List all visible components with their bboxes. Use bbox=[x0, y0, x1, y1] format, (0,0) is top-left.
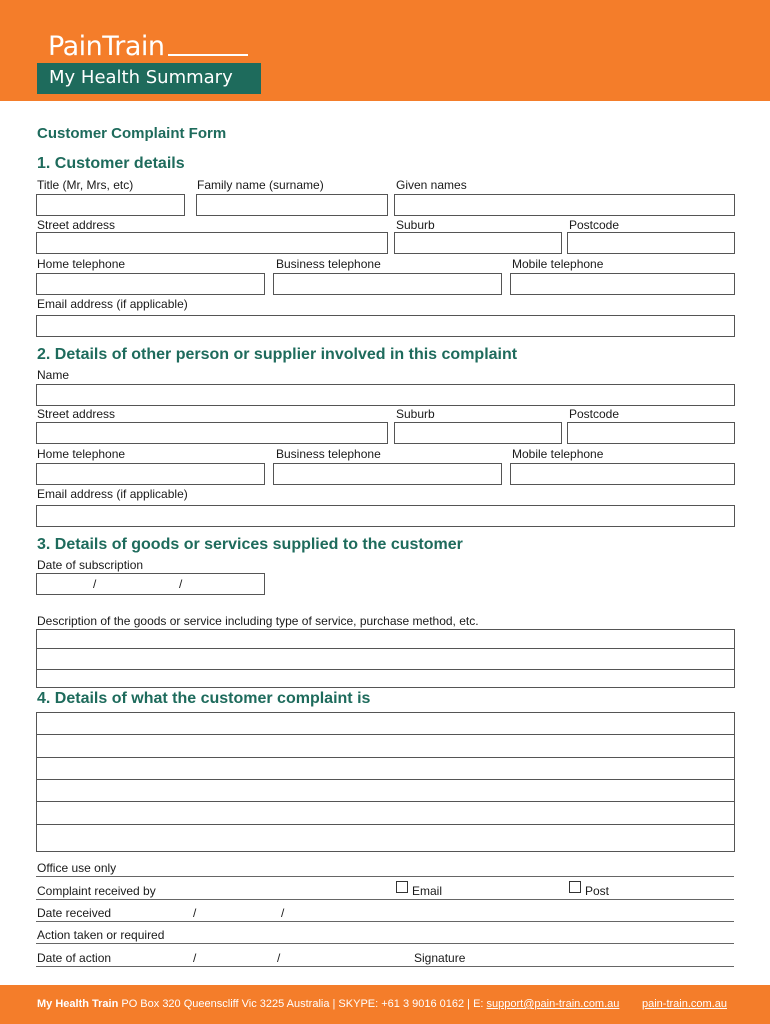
ruled-line bbox=[37, 757, 734, 758]
email-field[interactable] bbox=[36, 315, 735, 337]
received-by-label: Complaint received by bbox=[37, 884, 156, 898]
date-separator: / bbox=[193, 906, 197, 920]
ruled-line bbox=[37, 824, 734, 825]
ruled-line bbox=[37, 648, 734, 649]
mobile-telephone-field[interactable] bbox=[510, 273, 735, 295]
brand-logo: PainTrain bbox=[48, 31, 165, 62]
post-option-label: Post bbox=[585, 884, 610, 898]
divider bbox=[36, 921, 734, 922]
s2-email-label: Email address (if applicable) bbox=[37, 487, 188, 501]
divider bbox=[36, 899, 734, 900]
s2-postcode-label: Postcode bbox=[569, 407, 620, 421]
section3-heading: 3. Details of goods or services supplied to the customer bbox=[37, 536, 463, 553]
description-label: Description of the goods or service including type of service, purchase method, etc. bbox=[37, 614, 479, 628]
ruled-line bbox=[37, 669, 734, 670]
s2-business-telephone-label: Business telephone bbox=[276, 447, 381, 461]
date-separator: / bbox=[93, 577, 97, 591]
s2-email-field[interactable] bbox=[36, 505, 735, 527]
s2-suburb-label: Suburb bbox=[396, 407, 435, 421]
suburb-field[interactable] bbox=[394, 232, 562, 254]
complaint-details-field[interactable] bbox=[36, 712, 735, 852]
section1-heading: 1. Customer details bbox=[37, 155, 185, 172]
s2-street-label: Street address bbox=[37, 407, 116, 421]
description-field[interactable] bbox=[36, 629, 735, 688]
form-title: Customer Complaint Form bbox=[37, 125, 227, 142]
s2-mobile-telephone-field[interactable] bbox=[510, 463, 735, 485]
action-label: Action taken or required bbox=[37, 928, 165, 942]
given-names-label: Given names bbox=[396, 178, 467, 192]
street-field[interactable] bbox=[36, 232, 388, 254]
divider bbox=[36, 876, 734, 877]
postcode-field[interactable] bbox=[567, 232, 735, 254]
footer-org: My Health Train bbox=[37, 998, 119, 1010]
divider bbox=[36, 966, 734, 967]
email-label: Email address (if applicable) bbox=[37, 297, 188, 311]
s2-name-label: Name bbox=[37, 368, 70, 382]
s2-suburb-field[interactable] bbox=[394, 422, 562, 444]
s2-home-telephone-label: Home telephone bbox=[37, 447, 126, 461]
footer-email-link[interactable]: support@pain-train.com.au bbox=[486, 998, 620, 1010]
post-checkbox[interactable] bbox=[569, 881, 581, 893]
footer-banner bbox=[0, 985, 770, 1024]
office-use-heading: Office use only bbox=[37, 861, 117, 875]
given-names-field[interactable] bbox=[394, 194, 735, 216]
date-separator: / bbox=[277, 951, 281, 965]
s2-mobile-telephone-label: Mobile telephone bbox=[512, 447, 604, 461]
home-telephone-field[interactable] bbox=[36, 273, 265, 295]
family-name-field[interactable] bbox=[196, 194, 388, 216]
home-telephone-label: Home telephone bbox=[37, 257, 126, 271]
suburb-label: Suburb bbox=[396, 218, 435, 232]
subscription-date-field[interactable] bbox=[36, 573, 265, 595]
date-separator: / bbox=[193, 951, 197, 965]
s2-postcode-field[interactable] bbox=[567, 422, 735, 444]
postcode-label: Postcode bbox=[569, 218, 620, 232]
subtitle-text: My Health Summary bbox=[49, 67, 233, 88]
ruled-line bbox=[37, 734, 734, 735]
s2-business-telephone-field[interactable] bbox=[273, 463, 502, 485]
title-label: Title (Mr, Mrs, etc) bbox=[37, 178, 134, 192]
email-option-label: Email bbox=[412, 884, 443, 898]
business-telephone-field[interactable] bbox=[273, 273, 502, 295]
family-name-label: Family name (surname) bbox=[197, 178, 324, 192]
date-received-label: Date received bbox=[37, 906, 112, 920]
signature-label: Signature bbox=[414, 951, 466, 965]
date-separator: / bbox=[179, 577, 183, 591]
brand-underline bbox=[168, 54, 248, 56]
subscription-date-label: Date of subscription bbox=[37, 558, 144, 572]
s2-name-field[interactable] bbox=[36, 384, 735, 406]
email-checkbox[interactable] bbox=[396, 881, 408, 893]
ruled-line bbox=[37, 779, 734, 780]
s2-home-telephone-field[interactable] bbox=[36, 463, 265, 485]
divider bbox=[36, 943, 734, 944]
section2-heading: 2. Details of other person or supplier involved in this complaint bbox=[37, 346, 518, 363]
section4-heading: 4. Details of what the customer complaint is bbox=[37, 690, 371, 707]
date-separator: / bbox=[281, 906, 285, 920]
footer-website-link[interactable]: pain-train.com.au bbox=[642, 998, 727, 1010]
s2-street-field[interactable] bbox=[36, 422, 388, 444]
title-field[interactable] bbox=[36, 194, 185, 216]
mobile-telephone-label: Mobile telephone bbox=[512, 257, 604, 271]
ruled-line bbox=[37, 801, 734, 802]
date-of-action-label: Date of action bbox=[37, 951, 112, 965]
footer-contact bbox=[37, 997, 619, 1011]
footer-address: PO Box 320 Queenscliff Vic 3225 Australia | SKYPE: +61 3 9016 0162 | E: bbox=[118, 998, 487, 1010]
business-telephone-label: Business telephone bbox=[276, 257, 381, 271]
street-label: Street address bbox=[37, 218, 116, 232]
subtitle-banner bbox=[37, 63, 261, 94]
header-banner bbox=[0, 0, 770, 101]
